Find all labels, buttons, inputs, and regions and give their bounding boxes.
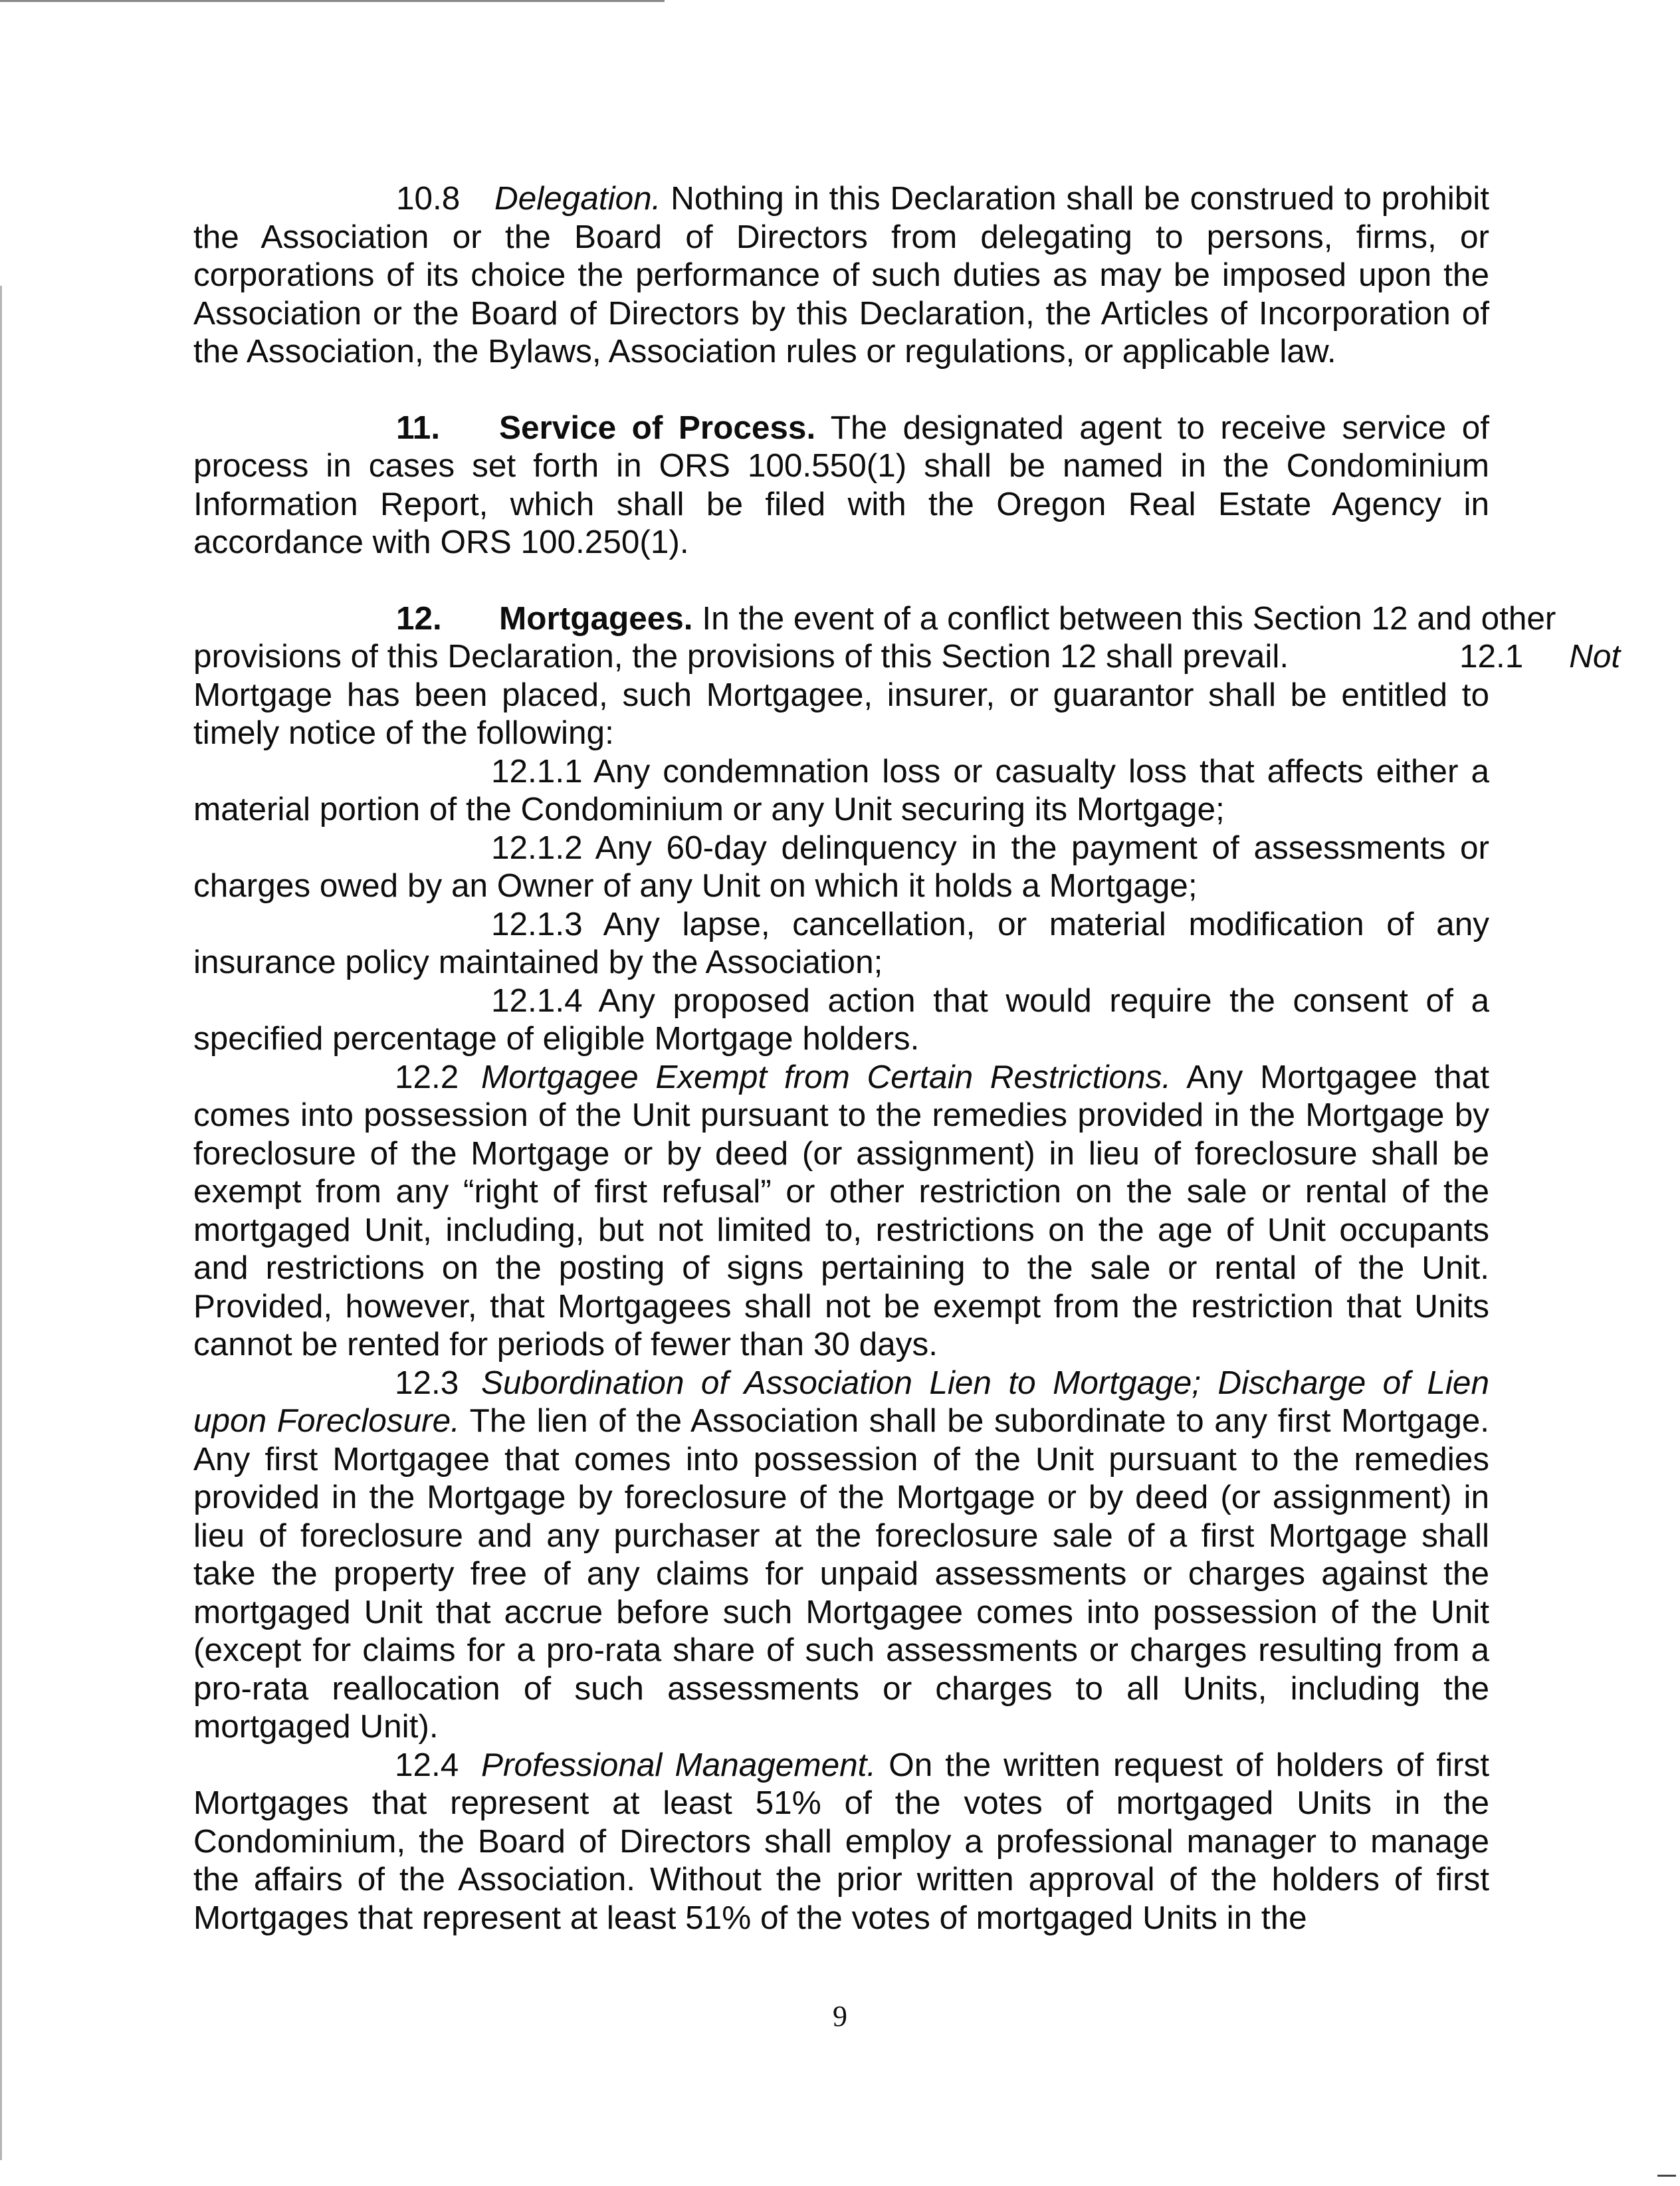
subsection-number: 12.1 — [1459, 638, 1524, 675]
section-body: In the event of a conflict between this Section 12 and other — [692, 600, 1556, 637]
section-title: Delegation. — [494, 180, 661, 217]
subsection-12-3 — [193, 1364, 1489, 1746]
subsection-number: 12.4 — [395, 1746, 459, 1783]
subsection-number: 12.1.4 — [491, 982, 583, 1019]
section-12-line-2 — [193, 637, 1621, 676]
subsection-body: The lien of the Association shall be subordinate to any first Mortgage. Any first Mortgagee that comes into possession of the Unit pursuant to the remedies provided in the Mortgage by foreclosure of the Mortgage or by deed (or assignment) in lieu of foreclosure and any purchaser at the foreclosure sale of a first Mortgage shall take the property free of any claims for unpaid assessments or charges against the mortgaged Unit that accrue before such Mortgagee comes into possession of the Unit (except for claims for a pro-rata share of such assessments or charges resulting from a pro-rata reallocation of such assessments or charges to all Units, including the mortgaged Unit). — [193, 1402, 1489, 1745]
subsection-number: 12.2 — [395, 1058, 459, 1095]
section-title: Service of Process. — [499, 409, 816, 446]
subsection-12-2 — [193, 1058, 1489, 1364]
scan-mark — [1657, 2175, 1676, 2177]
section-body: provisions of this Declaration, the provisions of this Section 12 shall prevail. — [193, 638, 1289, 675]
section-number: 11. — [396, 409, 441, 446]
subsection-title: Mortgagee Exempt from Certain Restrictions. — [481, 1058, 1172, 1095]
document-page — [193, 179, 1621, 1937]
section-body: The designated agent to receive service of process in cases set forth in ORS 100.550(1) shall be named in the Condominium Information Report, which shall be filed with the Oregon Real Estate Agency in accordance with ORS 100.250(1). — [193, 409, 1489, 560]
spacer — [193, 371, 1489, 409]
spacer — [193, 562, 1489, 600]
page-number: 9 — [833, 2000, 847, 2032]
subsection-12-1-4 — [193, 982, 1489, 1058]
subsection-number: 12.3 — [395, 1364, 459, 1401]
subsection-title: Professional Management. — [481, 1746, 877, 1783]
section-11 — [193, 409, 1489, 562]
scan-edge-top — [0, 0, 665, 2]
subsection-text: Any lapse, cancellation, or material modification of any insurance policy maintained by the Association; — [193, 905, 1489, 980]
subsection-number: 12.1.1 — [491, 752, 583, 790]
subsection-12-1-3 — [193, 905, 1489, 982]
section-12-continuation: Mortgage has been placed, such Mortgagee, insurer, or guarantor shall be entitled to timely notice of the following: — [193, 676, 1489, 751]
subsection-body: On the written request of holders of first Mortgages that represent at least 51% of the votes of mortgaged Units in the Condominium, the Board of Directors shall employ a professional manager to manage the affairs of the Association. Without the prior written approval of the holders of first Mortgages that represent at least 51% of the votes of mortgaged Units in the — [193, 1746, 1489, 1936]
subsection-number: 12.1.2 — [491, 829, 583, 866]
subsection-12-1-2 — [193, 829, 1489, 905]
subsection-text: Any 60-day delinquency in the payment of assessments or charges owed by an Owner of any Unit on which it holds a Mortgage; — [193, 829, 1489, 904]
subsection-12-1-1 — [193, 752, 1489, 829]
section-12 — [193, 600, 1621, 752]
section-number: 12. — [396, 600, 442, 637]
subsection-body: Any Mortgagee that comes into possession of the Unit pursuant to the remedies provided in the Mortgage by foreclosure of the Mortgage or by deed (or assignment) in lieu of foreclosure shall be exempt from any “right of first refusal” or other restriction on the sale or rental of the mortgaged Unit, including, but not limited to, restrictions on the age of Unit occupants and restrictions on the posting of signs pertaining to the sale or rental of the Unit. Provided, however, that Mortgagees shall not be exempt from the restriction that Units cannot be rented for periods of fewer than 30 days. — [193, 1058, 1489, 1363]
section-number: 10.8 — [396, 180, 461, 217]
subsection-text: Any condemnation loss or casualty loss that affects either a material portion of the Condominium or any Unit securing its Mortgage; — [193, 752, 1489, 827]
subsection-12-4 — [193, 1746, 1489, 1937]
section-10-8 — [193, 179, 1489, 371]
section-body: Nothing in this Declaration shall be construed to prohibit the Association or the Board of Directors from delegating to persons, firms, or corporations of its choice the performance of such duties as may be imposed upon the Association or the Board of Directors by this Declaration, the Articles of Incorporation of the Association, the Bylaws, Association rules or regulations, or applicable law. — [193, 180, 1489, 370]
subsection-title: Subordination of Association Lien to Mortgage; Discharge of Lien upon Foreclosure. — [193, 1364, 1489, 1439]
subsection-number: 12.1.3 — [491, 905, 583, 942]
subsection-text: Any proposed action that would require the consent of a specified percentage of eligible Mortgage holders. — [193, 982, 1489, 1057]
subsection-title-fragment: Not — [1569, 638, 1621, 675]
section-12-line-1 — [193, 600, 1556, 638]
section-title: Mortgagees. — [499, 600, 693, 637]
scan-edge-left — [0, 286, 2, 2160]
subsection-12-1-heading — [1459, 637, 1620, 676]
